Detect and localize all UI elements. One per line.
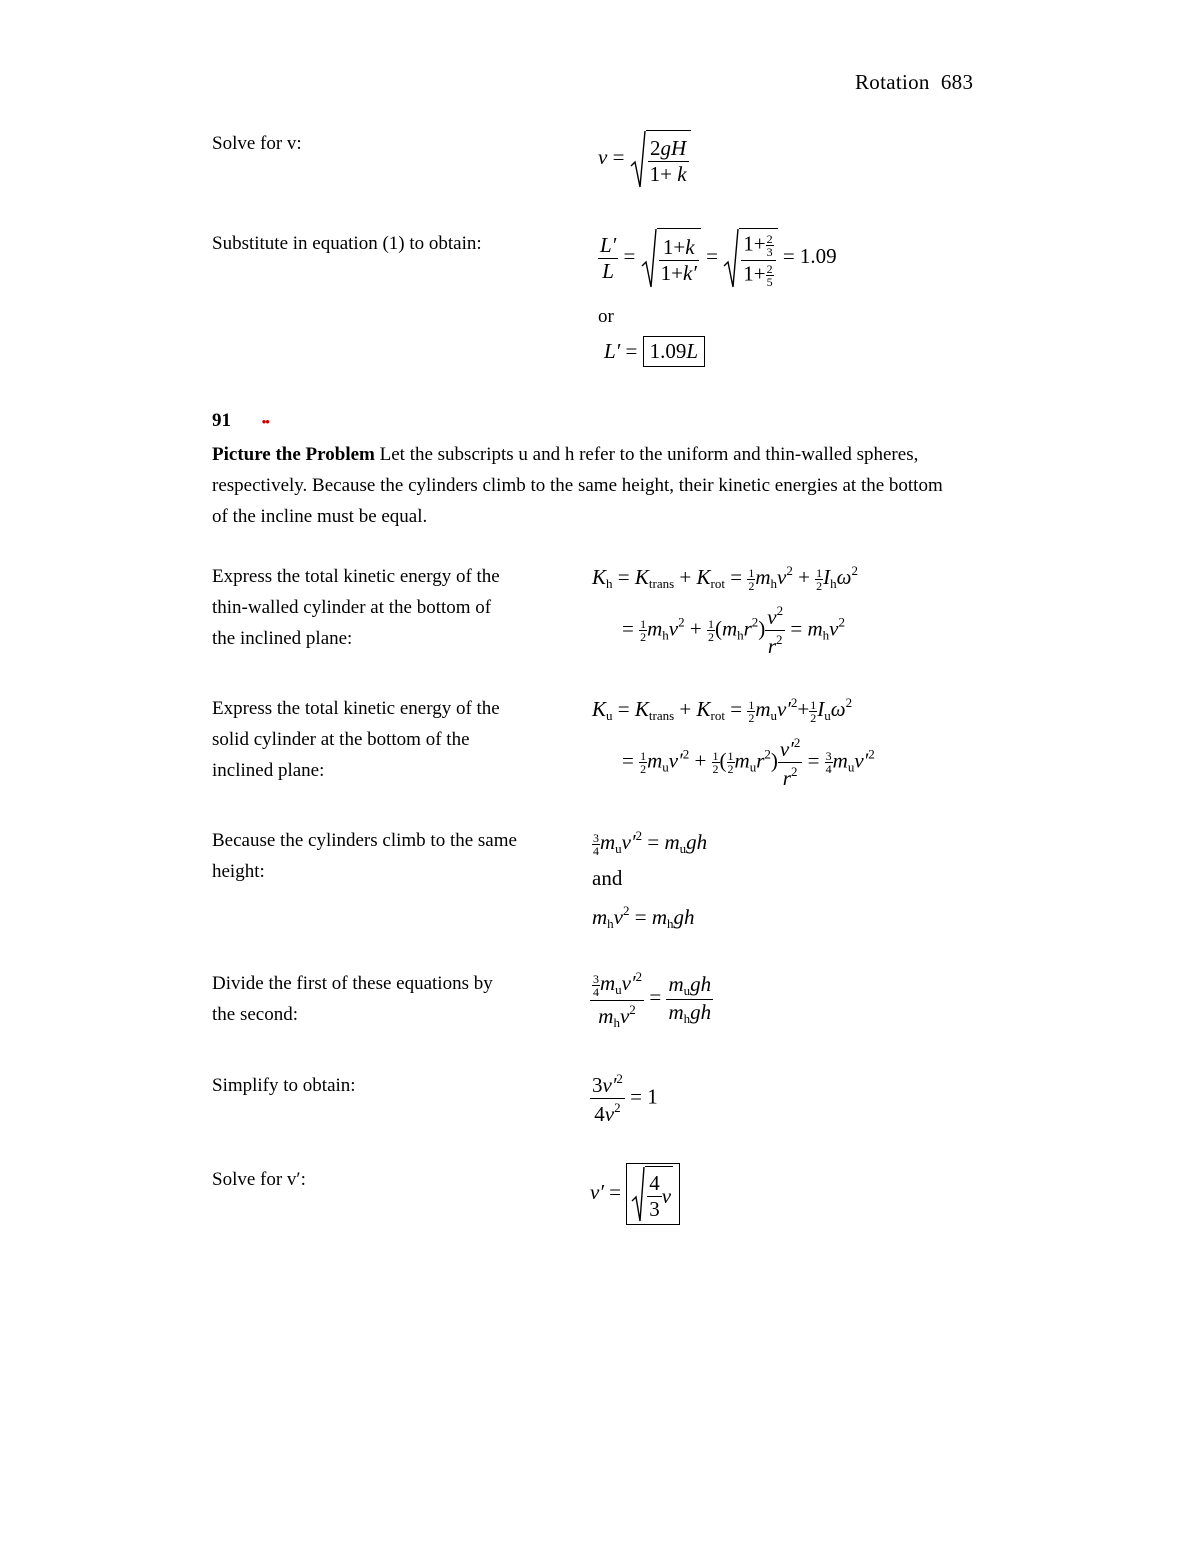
- page-number: 683: [940, 70, 974, 94]
- problem-text: Let the subscripts u and h refer to the uniform and thin-walled spheres, respectively. Because the cylinders climb to the same height, their kinetic energies at the bottom of the incline must be equal.: [212, 444, 943, 527]
- page-header: [855, 70, 973, 95]
- header-title: Rotation: [855, 70, 930, 94]
- equation-K-h-line2: = $\frac{1}{2}$ $m_hv^2$ + $\frac{1}{2}$ $(m_hr^2)$ $\frac{v^2}{r^2}$ = $m_hv^2$: [622, 603, 845, 658]
- equation-energy-u: $\frac{3}{4}$ $m_uv'^2 = m_ugh$: [593, 828, 708, 858]
- problem-heading: Picture the Problem: [212, 444, 375, 465]
- step-label: Divide the first of these equations by the second:: [212, 973, 493, 1025]
- equation-K-h-line1: $K_h = K_{trans} + K_{rot}$ = $\frac{1}{2}$ $m_hv^2$ + $\frac{1}{2}$ $I_h\omega^2$: [592, 563, 858, 593]
- equation-K-u-line1: $K_u = K_{trans} + K_{rot}$ = $\frac{1}{2}$ $m_uv'^2+$ $\frac{1}{2}$ $I_u\omega^2$: [592, 695, 853, 725]
- problem-number: 91: [212, 410, 231, 431]
- step-label: Simplify to obtain:: [212, 1075, 356, 1096]
- step-label: Solve for v′:: [212, 1169, 306, 1190]
- and-text: and: [592, 866, 623, 890]
- equation-K-u-line2: = $\frac{1}{2}$ $m_uv'^2$ + $\frac{1}{2}$ ( $\frac{1}{2}$ $m_ur^2$) $\frac{v'^2}{r^2}$ = $\frac{3}{4}$ $m_uv'^2$: [622, 735, 875, 790]
- boxed-answer: $\frac{4}{3}$ v: [626, 1163, 680, 1225]
- equation-energy-h: $m_hv^2 = m_hgh$: [592, 903, 695, 931]
- difficulty-dots: ••: [261, 414, 269, 429]
- equation-divide: $\frac{3}{4}$ $m_uv'^2$ $m_hv^2$ = $\frac{m_ugh}{m_hgh}$: [590, 970, 713, 1029]
- equation-L-ratio: $\frac{L'}{L}$ = $\frac{1+k}{1+k'}$ = 1+ $\frac{2}{3}$ 1+ $\frac{2}{5}$ = 1.09: [598, 228, 837, 288]
- sqrt-symbol: $\frac{2gH}{1+ k}$: [630, 130, 691, 188]
- equation-v: v = $\frac{2gH}{1+ k}$: [598, 130, 691, 188]
- problem-number-line: [212, 410, 269, 432]
- step-label: Solve for v:: [212, 133, 302, 154]
- problem-statement: [212, 439, 947, 532]
- result-L-prime: L′ = 1.09L: [604, 336, 705, 367]
- step-label: Express the total kinetic energy of the solid cylinder at the bottom of the inclined plane:: [212, 698, 500, 781]
- step-label: Because the cylinders climb to the same height:: [212, 830, 517, 882]
- or-text: or: [598, 306, 614, 327]
- equation-simplified: $\frac{3v'^2}{4v^2}$ = 1: [592, 1071, 658, 1126]
- equation-v-prime: v′ = $\frac{4}{3}$ v: [590, 1163, 680, 1225]
- step-label: Substitute in equation (1) to obtain:: [212, 233, 482, 254]
- step-label: Express the total kinetic energy of the thin-walled cylinder at the bottom of the inclined plane:: [212, 566, 500, 649]
- boxed-answer: 1.09L: [643, 336, 705, 367]
